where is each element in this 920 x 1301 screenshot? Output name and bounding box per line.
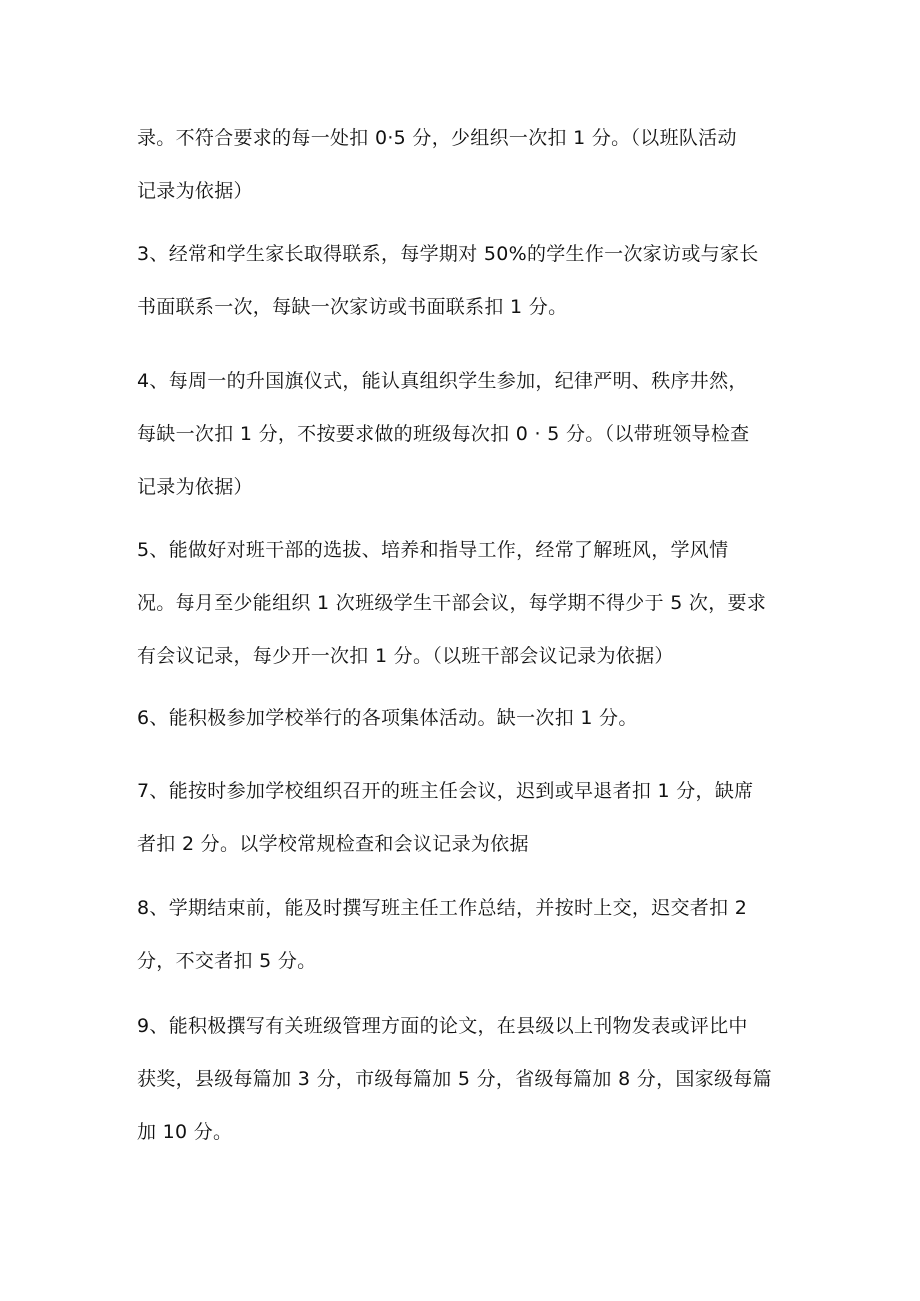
text-line: 4、每周一的升国旗仪式，能认真组织学生参加，纪律严明、秩序井然，	[137, 370, 748, 392]
paragraph-item-8	[137, 882, 797, 988]
text-line: 每缺一次扣 1 分，不按要求做的班级每次扣 0 · 5 分。（以带班领导检查	[137, 423, 750, 445]
paragraph-continuation	[137, 112, 797, 218]
text-line: 者扣 2 分。以学校常规检查和会议记录为依据	[137, 833, 529, 855]
text-line: 书面联系一次，每缺一次家访或书面联系扣 1 分。	[137, 296, 568, 318]
text-line: 3、经常和学生家长取得联系，每学期对 50%的学生作一次家访或与家长	[137, 243, 759, 265]
paragraph-item-9	[137, 1000, 797, 1159]
text-line: 况。每月至少能组织 1 次班级学生干部会议，每学期不得少于 5 次，要求	[137, 592, 767, 614]
paragraph-item-3	[137, 228, 797, 334]
paragraph-item-5	[137, 524, 797, 683]
text-line: 获奖，县级每篇加 3 分，市级每篇加 5 分，省级每篇加 8 分，国家级每篇	[137, 1068, 772, 1090]
text-line: 记录为依据）	[137, 476, 253, 498]
text-line: 录。不符合要求的每一处扣 0·5 分，少组织一次扣 1 分。（以班队活动	[137, 127, 737, 149]
text-line: 记录为依据）	[137, 180, 253, 202]
paragraph-item-4	[137, 355, 797, 514]
text-line: 8、学期结束前，能及时撰写班主任工作总结，并按时上交，迟交者扣 2	[137, 897, 748, 919]
paragraph-item-6	[137, 692, 797, 745]
text-line: 有会议记录，每少开一次扣 1 分。（以班干部会议记录为依据）	[137, 645, 674, 667]
text-line: 分，不交者扣 5 分。	[137, 950, 317, 972]
text-line: 6、能积极参加学校举行的各项集体活动。缺一次扣 1 分。	[137, 707, 638, 729]
text-line: 7、能按时参加学校组织召开的班主任会议，迟到或早退者扣 1 分，缺席	[137, 780, 754, 802]
text-line: 9、能积极撰写有关班级管理方面的论文，在县级以上刊物发表或评比中	[137, 1015, 748, 1037]
paragraph-item-7	[137, 765, 797, 871]
text-line: 加 10 分。	[137, 1121, 233, 1143]
text-line: 5、能做好对班干部的选拔、培养和指导工作，经常了解班风，学风情	[137, 539, 729, 561]
